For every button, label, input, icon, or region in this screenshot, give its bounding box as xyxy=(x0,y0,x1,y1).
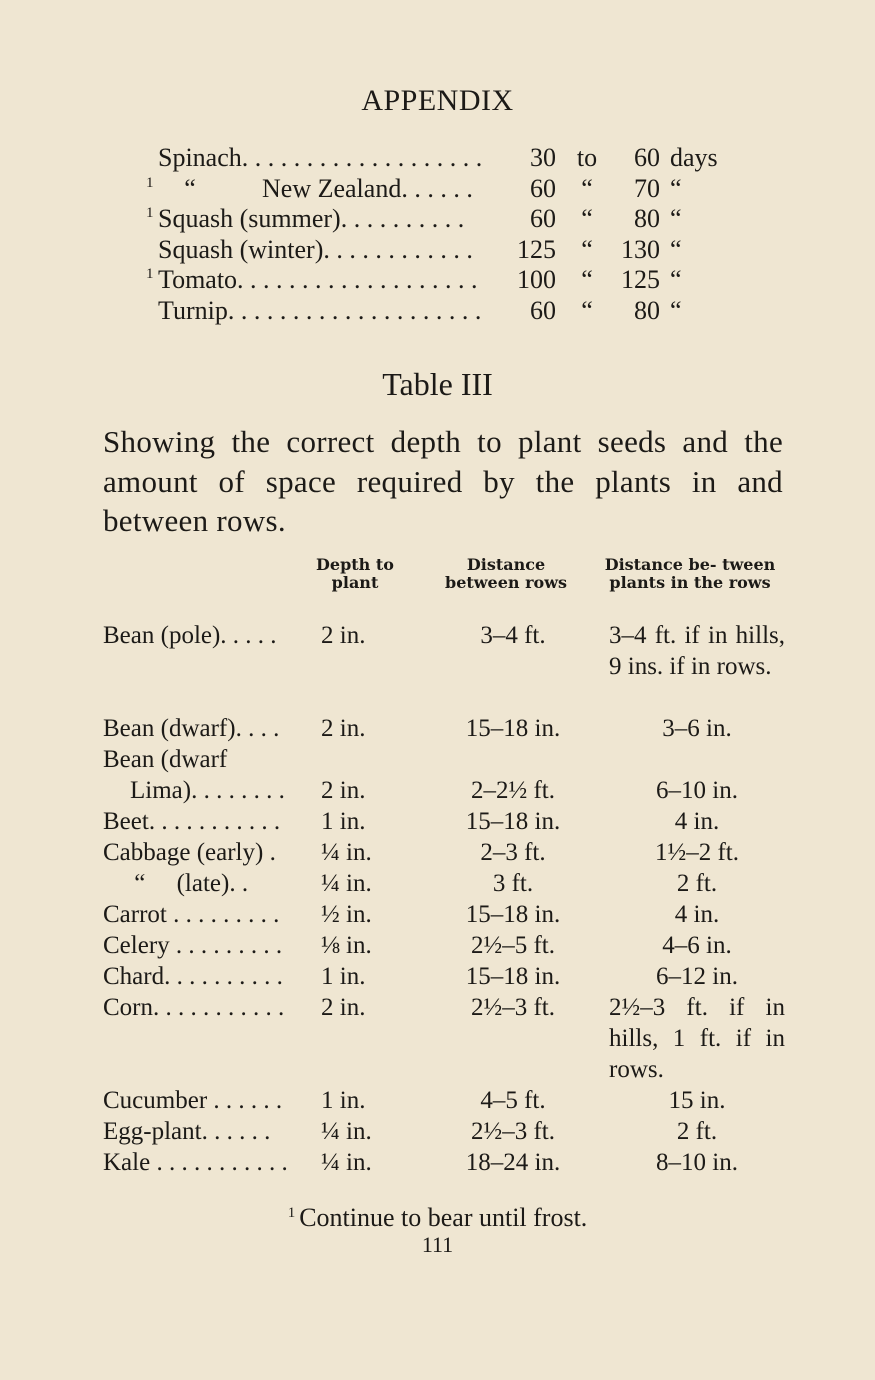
days-from: 125 xyxy=(517,234,556,264)
plant-distance: 3–6 in. xyxy=(662,715,732,742)
page-number: 111 xyxy=(421,1232,454,1257)
plant-name: Bean (dwarf). . . . xyxy=(103,715,280,742)
footnote-mark: 1 xyxy=(287,1205,296,1221)
days-to: 60 xyxy=(634,143,660,172)
vegetable-name-line xyxy=(158,174,473,204)
vegetable-name: Squash (winter). . . . . . . . . . . . xyxy=(158,234,473,264)
planting-depth: 1 in. xyxy=(321,808,366,835)
row-distance: 15–18 in. xyxy=(465,715,561,742)
planting-depth: 2 in. xyxy=(321,777,366,804)
footnote-mark: 1 xyxy=(146,266,154,282)
plant-distance: 1½–2 ft. xyxy=(654,839,740,866)
table-title: Table III xyxy=(382,366,493,402)
days-to: 80 xyxy=(634,204,660,233)
table-row xyxy=(103,713,793,744)
table-row xyxy=(103,775,793,806)
plant-distance: 4 in. xyxy=(674,808,720,835)
footnote-text: Continue to bear until frost. xyxy=(299,1203,588,1232)
footnote xyxy=(0,1203,875,1233)
footnote-mark: 1 xyxy=(146,174,154,191)
unit: days xyxy=(670,143,718,172)
table-row xyxy=(103,620,793,713)
table-row xyxy=(103,868,793,899)
planting-depth: 1 in. xyxy=(321,1087,366,1114)
planting-depth: 2 in. xyxy=(321,994,366,1021)
row-distance: 2½–5 ft. xyxy=(470,932,556,959)
maturity-row xyxy=(146,265,738,296)
plant-name: Cabbage (early) . xyxy=(103,839,276,866)
unit: “ xyxy=(670,204,682,233)
plant-distance: 2 ft. xyxy=(676,870,718,897)
row-distance: 2½–3 ft. xyxy=(470,1118,556,1145)
days-to: 70 xyxy=(634,173,660,203)
running-head: APPENDIX xyxy=(361,84,514,117)
maturity-row xyxy=(146,173,738,205)
table-row xyxy=(103,899,793,930)
range-word: “ xyxy=(581,234,593,264)
plant-distance: 4 in. xyxy=(674,901,720,928)
plant-name: Bean (dwarf xyxy=(103,746,228,773)
range-word: to xyxy=(576,143,598,172)
plant-distance: 4–6 in. xyxy=(662,932,732,959)
row-distance: 2–3 ft. xyxy=(480,839,546,866)
row-distance: 15–18 in. xyxy=(465,963,561,990)
days-from: 30 xyxy=(530,143,556,172)
unit: “ xyxy=(670,173,682,203)
table-row xyxy=(103,744,793,775)
footnote-mark: 1 xyxy=(146,205,154,221)
vegetable-name: New Zealand. . . . . . xyxy=(262,173,473,203)
plant-name: Egg-plant. . . . . . xyxy=(103,1118,271,1145)
range-word: “ xyxy=(581,204,593,233)
table-row xyxy=(103,1085,793,1116)
table-row xyxy=(103,837,793,868)
days-to: 130 xyxy=(621,234,660,264)
plant-name: Beet. . . . . . . . . . . xyxy=(103,808,281,835)
range-word: “ xyxy=(581,295,593,325)
plant-name: “ (late). . xyxy=(103,870,249,897)
row-distance: 2½–3 ft. xyxy=(470,994,556,1021)
maturity-row xyxy=(158,296,738,327)
plant-distance: 15 in. xyxy=(668,1087,726,1114)
ditto-mark: “ xyxy=(184,173,196,203)
plant-name: Chard. . . . . . . . . . xyxy=(103,963,283,990)
days-from: 60 xyxy=(530,204,556,233)
maturity-table xyxy=(146,143,738,326)
plant-distance: 6–12 in. xyxy=(656,963,738,990)
table-row xyxy=(103,992,793,1085)
row-distance: 4–5 ft. xyxy=(480,1087,546,1114)
row-distance: 15–18 in. xyxy=(465,901,561,928)
table-row xyxy=(103,806,793,837)
planting-depth: 2 in. xyxy=(321,715,366,742)
plant-distance: 8–10 in. xyxy=(656,1149,738,1176)
range-word: “ xyxy=(581,173,593,203)
planting-depth: ⅛ in. xyxy=(321,932,372,959)
table-caption: Showing the correct depth to plant seeds and the amount of space required by the plants in and between rows. xyxy=(103,424,783,538)
planting-depth: 1 in. xyxy=(321,963,366,990)
days-to: 125 xyxy=(621,265,660,294)
vegetable-name: Turnip. . . . . . . . . . . . . . . . . . . . xyxy=(158,295,482,325)
plant-name: Bean (pole). . . . . xyxy=(103,622,277,649)
row-distance: 18–24 in. xyxy=(465,1149,561,1176)
planting-depth: ¼ in. xyxy=(321,1118,372,1145)
plant-name: Cucumber . . . . . . xyxy=(103,1087,283,1114)
column-header-plant-distance: Distance be- tween plants in the rows xyxy=(604,555,776,592)
plant-distance: 6–10 in. xyxy=(656,777,738,804)
planting-depth: ¼ in. xyxy=(321,870,372,897)
plant-distance: 2½–3 ft. if in hills, 1 ft. if in rows. xyxy=(609,994,785,1083)
vegetable-name: Squash (summer). . . . . . . . . . xyxy=(158,204,465,233)
range-word: “ xyxy=(581,265,593,294)
table-row xyxy=(103,1147,793,1178)
maturity-row xyxy=(158,235,738,266)
unit: “ xyxy=(670,265,682,294)
unit: “ xyxy=(670,295,682,325)
row-distance: 3 ft. xyxy=(492,870,534,897)
days-from: 60 xyxy=(530,295,556,325)
row-distance: 2–2½ ft. xyxy=(470,777,556,804)
days-from: 60 xyxy=(530,173,556,203)
vegetable-name: Spinach. . . . . . . . . . . . . . . . . . . xyxy=(158,143,483,172)
planting-depth: 2 in. xyxy=(321,622,366,649)
spacing-table xyxy=(103,620,793,1178)
maturity-row xyxy=(146,204,738,235)
row-distance: 3–4 ft. xyxy=(480,622,546,649)
unit: “ xyxy=(670,234,682,264)
plant-name: Kale . . . . . . . . . . . xyxy=(103,1149,288,1176)
plant-name: Corn. . . . . . . . . . . xyxy=(103,994,285,1021)
planting-depth: ¼ in. xyxy=(321,1149,372,1176)
table-row xyxy=(103,930,793,961)
planting-depth: ½ in. xyxy=(321,901,372,928)
plant-name: Carrot . . . . . . . . . xyxy=(103,901,280,928)
plant-name: Celery . . . . . . . . . xyxy=(103,932,283,959)
column-header-row-distance: Distance between rows xyxy=(445,555,567,592)
row-distance: 15–18 in. xyxy=(465,808,561,835)
vegetable-name: Tomato. . . . . . . . . . . . . . . . . . . xyxy=(158,265,478,294)
table-row xyxy=(103,1116,793,1147)
maturity-row xyxy=(158,143,738,174)
planting-depth: ¼ in. xyxy=(321,839,372,866)
table-row xyxy=(103,961,793,992)
days-to: 80 xyxy=(634,295,660,325)
plant-distance: 2 ft. xyxy=(676,1118,718,1145)
plant-name: Lima). . . . . . . . xyxy=(130,777,285,804)
plant-distance: 3–4 ft. if in hills, 9 ins. if in rows. xyxy=(609,622,785,680)
days-from: 100 xyxy=(517,265,556,294)
column-header-depth: Depth to plant xyxy=(316,555,394,592)
